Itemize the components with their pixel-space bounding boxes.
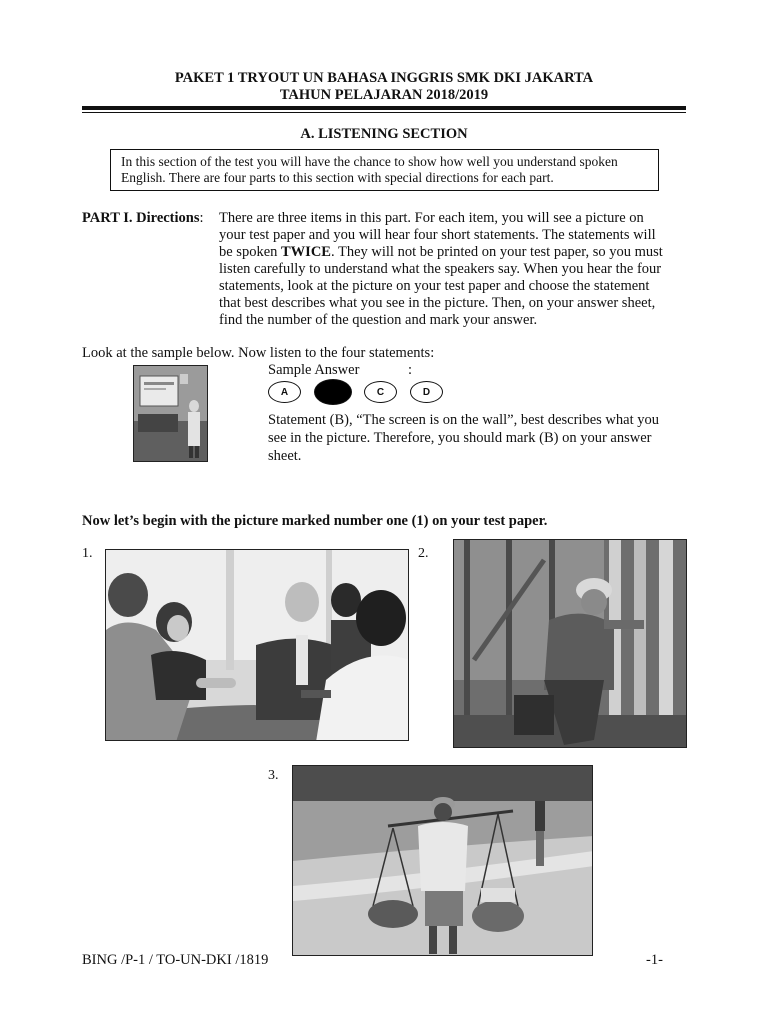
sample-intro: Look at the sample below. Now listen to the four statements:	[82, 345, 435, 361]
after-twice-text: . They will not be printed on your test paper, so you must	[330, 244, 663, 260]
twice-emphasis: TWICE	[281, 244, 331, 260]
doc-header-line2: TAHUN PELAJARAN 2018/2019	[279, 87, 489, 103]
part1-label-text: PART I. Directions	[82, 210, 200, 226]
intro-box	[110, 149, 659, 191]
construction-worker-image	[454, 540, 687, 748]
header-rule-thick	[82, 106, 686, 110]
question-1-picture	[105, 549, 409, 741]
section-title: A. LISTENING SECTION	[300, 126, 468, 142]
presentation-room-image	[134, 366, 208, 462]
business-meeting-image	[106, 550, 409, 741]
question-2-picture	[453, 539, 687, 748]
part1-label-colon: :	[199, 210, 204, 226]
doc-header-line1: PAKET 1 TRYOUT UN BAHASA INGGRIS SMK DKI JAKARTA	[174, 70, 594, 86]
begin-instruction: Now let’s begin with the picture marked number one (1) on your test paper.	[82, 513, 548, 529]
sample-picture	[133, 365, 208, 462]
directions-line3	[219, 244, 694, 261]
beach-vendor-image	[293, 766, 593, 956]
directions-line2: your test paper and you will hear four short statements. The statements will	[219, 227, 656, 243]
sample-answer-colon: :	[408, 362, 413, 378]
directions-line1: There are three items in this part. For each item, you will see a picture on	[219, 210, 644, 226]
intro-line1: In this section of the test you will have the chance to show how well you understand spoken	[121, 154, 618, 169]
part1-label	[82, 210, 204, 227]
explanation-line2: see in the picture. Therefore, you should mark (B) on your answer	[268, 430, 652, 446]
question-3-number: 3.	[268, 768, 279, 783]
intro-line2: English. There are four parts to this section with special directions for each part.	[121, 170, 554, 185]
footer-page-number: -1-	[646, 952, 663, 968]
sample-answer-label: Sample Answer	[268, 362, 360, 378]
directions-line6: that best describes what you see in the picture. Then, on your answer sheet,	[219, 295, 656, 311]
header-rule-thin	[82, 112, 686, 113]
footer-code: BING /P-1 / TO-UN-DKI /1819	[82, 952, 269, 968]
question-3-picture	[292, 765, 593, 956]
sample-option-d: D	[410, 381, 443, 403]
question-2-number: 2.	[418, 546, 429, 561]
sample-explanation	[268, 411, 698, 465]
part1-directions	[219, 210, 694, 329]
sample-option-a: A	[268, 381, 301, 403]
be-spoken-text: be spoken	[219, 244, 282, 260]
sample-option-b-filled	[314, 379, 352, 405]
explanation-line3: sheet.	[268, 448, 302, 464]
explanation-line1: Statement (B), “The screen is on the wall”, best describes what you	[268, 412, 659, 428]
directions-line4: listen carefully to understand what the speakers say. When you hear the four	[219, 261, 662, 277]
directions-line7: find the number of the question and mark your answer.	[219, 312, 538, 328]
directions-line5: statements, look at the picture on your test paper and choose the statement	[219, 278, 650, 294]
question-1-number: 1.	[82, 546, 93, 561]
sample-option-c: C	[364, 381, 397, 403]
